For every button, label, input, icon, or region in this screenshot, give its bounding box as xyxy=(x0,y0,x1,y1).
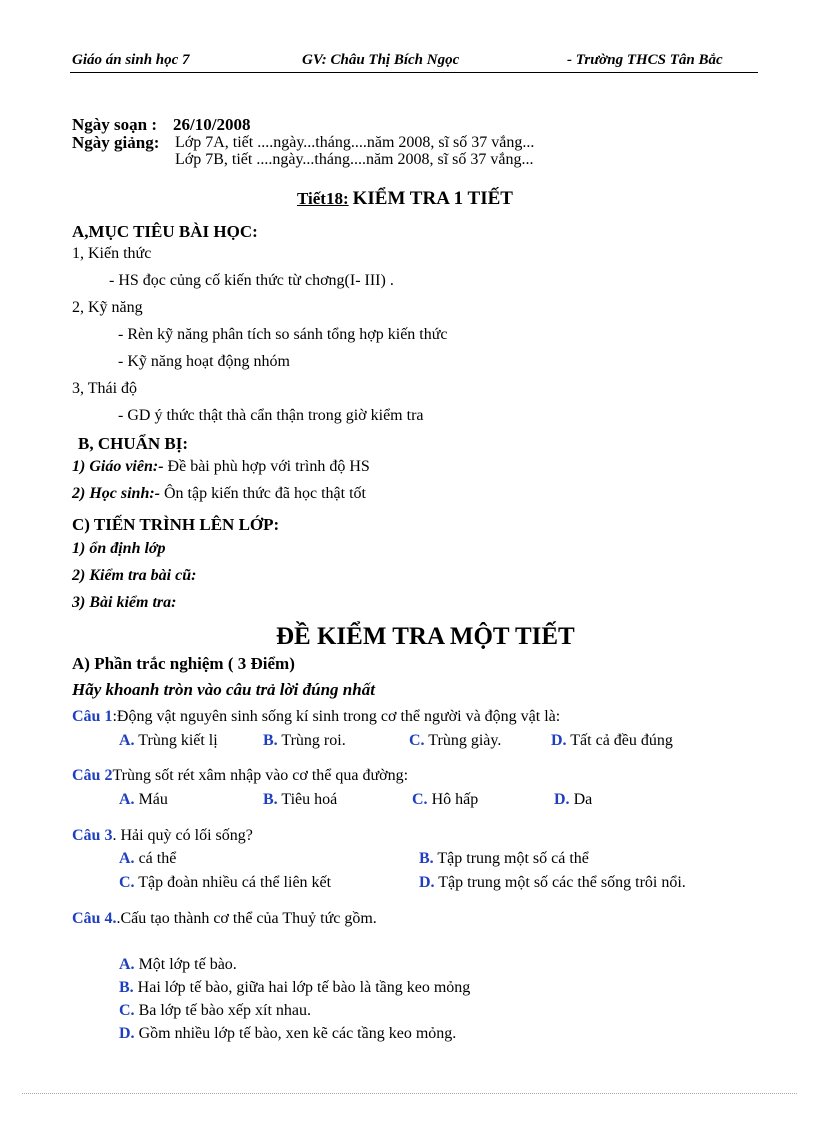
header-teacher: GV: Châu Thị Bích Ngọc xyxy=(302,52,460,68)
section-c-item-1: 1) ổn định lớp xyxy=(72,540,166,557)
question-2-label: Câu 2 xyxy=(72,767,113,784)
question-2-text: Trùng sốt rét xâm nhập vào cơ thể qua đường: xyxy=(112,767,409,784)
giao-vien-line xyxy=(72,458,370,476)
thai-do-heading: 3, Thái độ xyxy=(72,380,138,397)
ngay-soan-label: Ngày soạn : xyxy=(72,115,158,134)
header-divider xyxy=(70,72,758,73)
kien-thuc-item: - HS đọc củng cố kiến thức từ chơng(I- III) . xyxy=(109,272,394,289)
thai-do-item: - GD ý thức thật thà cẩn thận trong giờ kiểm tra xyxy=(118,407,424,424)
page-bottom-divider xyxy=(22,1093,797,1094)
question-1-label: Câu 1 xyxy=(72,708,113,725)
question-3-option-b: B. Tập trung một số cá thể xyxy=(419,850,589,867)
ky-nang-item-2: - Kỹ năng hoạt động nhóm xyxy=(118,353,290,370)
ky-nang-item-1: - Rèn kỹ năng phân tích so sánh tổng hợp kiến thức xyxy=(118,326,448,343)
question-3-option-d: D. Tập trung một số các thể sống trôi nổi. xyxy=(419,874,686,891)
lop-7a-line: Lớp 7A, tiết ....ngày...tháng....năm 2008, sĩ số 37 vắng... xyxy=(175,134,535,151)
question-4-option-d: D. Gồm nhiều lớp tế bào, xen kẽ các tầng keo mỏng. xyxy=(119,1025,457,1042)
question-4-option-b: B. Hai lớp tế bào, giữa hai lớp tế bào là tầng keo mỏng xyxy=(119,979,471,996)
question-4-option-a: A. Một lớp tế bào. xyxy=(119,956,237,973)
hoc-sinh-line xyxy=(72,485,366,503)
question-1-option-c: C. Trùng giày. xyxy=(409,732,502,749)
hoc-sinh-text: Ôn tập kiến thức đã học thật tốt xyxy=(160,485,366,502)
hoc-sinh-label: 2) Học sinh:- xyxy=(72,485,160,502)
section-c-item-2: 2) Kiểm tra bài cũ: xyxy=(72,567,197,584)
question-1-text: :Động vật nguyên sinh sống kí sinh trong cơ thể người và động vật là: xyxy=(112,708,561,725)
ky-nang-heading: 2, Kỹ năng xyxy=(72,299,143,316)
giao-vien-text: Đề bài phù hợp với trình độ HS xyxy=(163,458,370,475)
tiet-title: KIỂM TRA 1 TIẾT xyxy=(352,188,513,209)
question-1-option-b: B. Trùng roi. xyxy=(263,732,346,749)
lesson-title xyxy=(297,188,513,210)
kien-thuc-heading: 1, Kiến thức xyxy=(72,245,152,262)
ngay-soan-value: 26/10/2008 xyxy=(173,115,251,134)
question-2-option-c: C. Hô hấp xyxy=(412,791,479,808)
section-b-title: B, CHUẨN BỊ: xyxy=(78,434,189,453)
question-3-label: Câu 3 xyxy=(72,827,113,844)
question-4-option-c: C. Ba lớp tế bào xếp xít nhau. xyxy=(119,1002,311,1019)
question-3 xyxy=(72,827,253,845)
section-c-item-3: 3) Bài kiểm tra: xyxy=(72,594,177,611)
question-2 xyxy=(72,767,408,785)
question-2-option-d: D. Da xyxy=(554,791,593,808)
question-2-option-a: A. Máu xyxy=(119,791,168,808)
question-3-option-a: A. cá thể xyxy=(119,850,177,867)
section-c-title: C) TIẾN TRÌNH LÊN LỚP: xyxy=(72,515,280,534)
part-a-title: A) Phần trắc nghiệm ( 3 Điểm) xyxy=(72,654,295,673)
exam-instruction: Hãy khoanh tròn vào câu trả lời đúng nhất xyxy=(72,680,375,699)
lop-7b-line: Lớp 7B, tiết ....ngày...tháng....năm 2008, sĩ số 37 vắng... xyxy=(175,151,534,168)
question-3-option-c: C. Tập đoàn nhiều cá thể liên kết xyxy=(119,874,332,891)
question-4 xyxy=(72,910,377,928)
section-a-title: A,MỤC TIÊU BÀI HỌC: xyxy=(72,222,258,241)
question-3-text: . Hải quỳ có lối sống? xyxy=(112,827,253,844)
question-1-option-a: A. Trùng kiết lị xyxy=(119,732,218,749)
question-1-option-d: D. Tất cả đều đúng xyxy=(551,732,673,749)
question-4-label: Câu 4. xyxy=(72,910,117,927)
exam-title: ĐỀ KIỂM TRA MỘT TIẾT xyxy=(276,623,575,650)
question-2-option-b: B. Tiêu hoá xyxy=(263,791,338,808)
question-4-text: .Cấu tạo thành cơ thể của Thuỷ tức gồm. xyxy=(116,910,377,927)
ngay-giang-label: Ngày giảng: xyxy=(72,133,160,152)
question-1 xyxy=(72,708,560,726)
giao-vien-label: 1) Giáo viên:- xyxy=(72,458,164,475)
header-subject: Giáo án sinh học 7 xyxy=(72,52,190,68)
tiet-label: Tiết18: xyxy=(297,189,349,208)
header-school: - Trường THCS Tân Bắc xyxy=(567,52,723,68)
